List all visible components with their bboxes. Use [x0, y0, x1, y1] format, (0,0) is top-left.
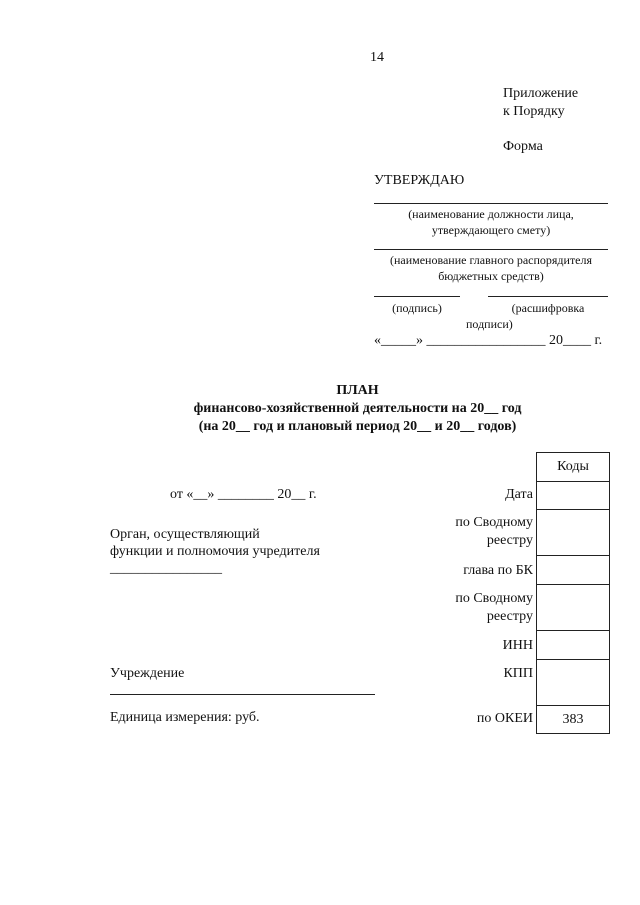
row-label-inn: ИНН: [502, 638, 533, 653]
position-caption-1: (наименование должности лица,: [408, 207, 574, 221]
signature-line: [374, 296, 460, 297]
doc-subtitle-1: финансово-хозяйственной деятельности на 20__ год: [193, 401, 522, 416]
unit-label: Единица измерения: руб.: [110, 710, 260, 725]
signature-caption: (подпись): [392, 301, 442, 315]
authority-label-2: функции и полномочия учредителя: [110, 544, 320, 559]
row-label-registry-2a: по Сводному: [455, 591, 533, 606]
manager-caption-2: бюджетных средств): [438, 269, 544, 283]
row-label-okei: по ОКЕИ: [476, 711, 533, 726]
appendix-line-2: к Порядку: [503, 104, 565, 119]
authority-blank: ________________: [110, 561, 222, 576]
form-label: Форма: [503, 139, 543, 154]
approval-heading: УТВЕРЖДАЮ: [374, 173, 465, 188]
code-cell-bk: [537, 556, 610, 585]
decode-line: [488, 296, 608, 297]
row-label-registry-2b: реестру: [486, 609, 533, 624]
doc-title: ПЛАН: [336, 383, 379, 398]
institution-line: [110, 694, 375, 695]
position-line: [374, 203, 608, 204]
row-label-kpp: КПП: [503, 666, 533, 681]
codes-table: [536, 452, 610, 734]
page-number: 14: [370, 50, 384, 65]
decode-caption-2: подписи): [466, 317, 513, 331]
code-cell-date: [537, 482, 610, 510]
code-cell-registry-2: [537, 585, 610, 631]
authority-label-1: Орган, осуществляющий: [110, 527, 260, 542]
row-label-registry-1a: по Сводному: [455, 515, 533, 530]
date-from: от «__» ________ 20__ г.: [170, 487, 317, 502]
approval-date: «_____» _________________ 20____ г.: [374, 333, 603, 348]
decode-caption-1: (расшифровка: [511, 301, 585, 315]
row-label-bk: глава по БК: [463, 563, 533, 578]
row-label-registry-1b: реестру: [486, 533, 533, 548]
position-caption-2: утверждающего смету): [431, 223, 551, 237]
code-cell-inn: [537, 631, 610, 660]
code-cell-okei: 383: [537, 706, 610, 734]
manager-caption-1: (наименование главного распорядителя: [389, 253, 593, 267]
appendix-line-1: Приложение: [503, 86, 579, 101]
institution-label: Учреждение: [110, 666, 185, 681]
doc-subtitle-2: (на 20__ год и плановый период 20__ и 20__ годов): [198, 419, 517, 434]
code-cell-kpp: [537, 660, 610, 706]
manager-line: [374, 249, 608, 250]
row-label-date: Дата: [505, 487, 533, 502]
codes-header: Коды: [537, 453, 610, 482]
code-cell-registry-1: [537, 510, 610, 556]
